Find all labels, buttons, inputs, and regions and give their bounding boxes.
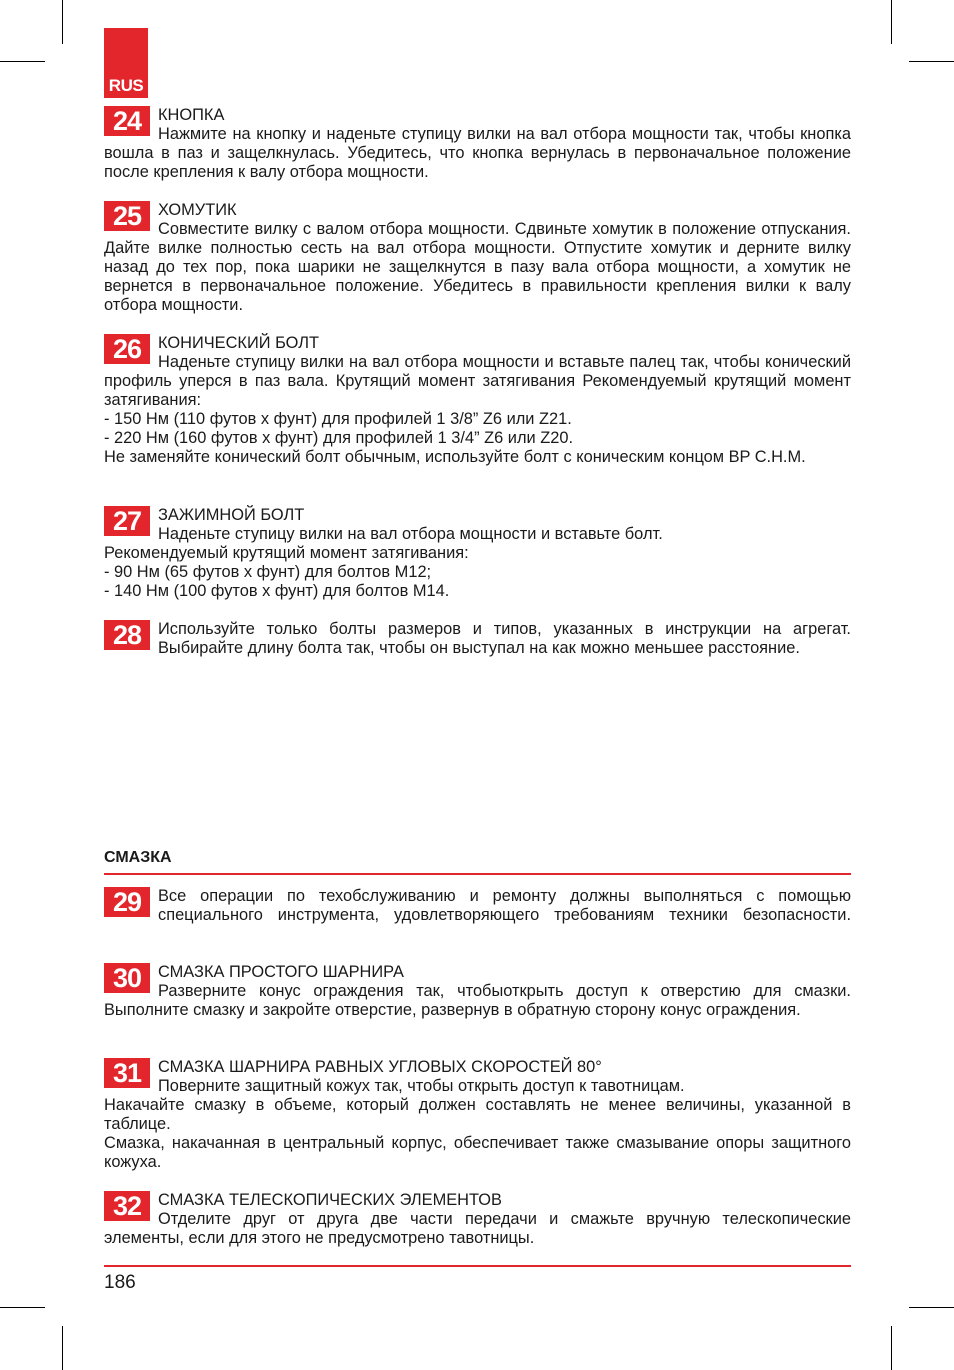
section-title: ХОМУТИК xyxy=(158,201,237,219)
section-paragraph: - 220 Нм (160 футов x фунт) для профилей 1 3/4” Z6 или Z20. xyxy=(104,429,574,447)
section-title: КНОПКА xyxy=(158,106,225,124)
crop-mark xyxy=(909,61,954,62)
section-title: ЗАЖИМНОЙ БОЛТ xyxy=(158,506,305,524)
crop-mark xyxy=(0,61,45,62)
section-paragraph: Поверните защитный кожух так, чтобы открыть доступ к тавотницам. xyxy=(158,1077,685,1095)
section-paragraph: Накачайте смазку в объеме, который должен составлять не менее величины, указанной в таблице. xyxy=(104,1096,851,1133)
section-title: СМАЗКА ТЕЛЕСКОПИЧЕСКИХ ЭЛЕМЕНТОВ xyxy=(158,1191,502,1209)
section-paragraph: Отделите друг от друга две части передачи и смажьте вручную телескопические элементы, если для этого не предусмотрено тавотницы. xyxy=(104,1210,851,1247)
section-30 xyxy=(104,963,851,1020)
section-25 xyxy=(104,201,851,315)
section-24 xyxy=(104,106,851,182)
section-paragraph: Используйте только болты размеров и типов, указанных в инструкции на агрегат. Выбирайте длину болта так, чтобы он выступал на как можно меньшее расстояние. xyxy=(158,620,851,657)
crop-mark xyxy=(62,0,63,44)
section-paragraph: - 90 Нм (65 футов x фунт) для болтов M12; xyxy=(104,563,432,581)
section-paragraph: Наденьте ступицу вилки на вал отбора мощности и вставьте палец так, чтобы конический профиль уперся в паз вала. Крутящий момент затягивания Рекомендуемый крутящий момент затягивания: xyxy=(104,353,851,409)
crop-mark xyxy=(891,1326,892,1370)
section-26 xyxy=(104,334,851,467)
footer-divider xyxy=(104,1265,851,1267)
section-paragraph: Разверните конус ограждения так, чтобыоткрыть доступ к отверстию для смазки. Выполните смазку и закройте отверстие, развернув в обратную сторону конус ограждения. xyxy=(104,982,851,1019)
step-number-badge: 24 xyxy=(104,106,150,136)
section-29 xyxy=(104,887,851,925)
step-number-badge: 32 xyxy=(104,1191,150,1221)
section-paragraph: Нажмите на кнопку и наденьте ступицу вилки на вал отбора мощности так, чтобы кнопка вошла в паз и защелкнулась. Убедитесь, что кнопка вернулась в первоначальное положение после крепления к валу отбора мощности. xyxy=(104,125,851,181)
section-paragraph: Совместите вилку с валом отбора мощности. Сдвиньте хомутик в положение отпускания. Дайте вилке полностью сесть на вал отбора мощности. Отпустите хомутик и дерните вилку назад до тех пор, пока шарики не защелкнутся в пазу вала отбора мощности, а хомутик не вернется в первоначальное положение. Убедитесь в правильности крепления вилки к валу отбора мощности. xyxy=(104,220,851,314)
step-number-badge: 31 xyxy=(104,1058,150,1088)
section-title: СМАЗКА ШАРНИРА РАВНЫХ УГЛОВЫХ СКОРОСТЕЙ 80° xyxy=(158,1058,602,1076)
section-paragraph: Наденьте ступицу вилки на вал отбора мощности и вставьте болт. xyxy=(158,525,663,543)
section-paragraph: Не заменяйте конический болт обычным, используйте болт с коническим концом BP C.H.M. xyxy=(104,448,806,466)
step-number-badge: 28 xyxy=(104,620,150,650)
section-paragraph: Смазка, накачанная в центральный корпус, обеспечивает также смазывание опоры защитного кожуха. xyxy=(104,1134,851,1171)
section-title: КОНИЧЕСКИЙ БОЛТ xyxy=(158,334,319,352)
lubrication-heading: СМАЗКА xyxy=(104,849,172,866)
section-paragraph: Рекомендуемый крутящий момент затягивания: xyxy=(104,544,469,562)
step-number-badge: 30 xyxy=(104,963,150,993)
section-28 xyxy=(104,620,851,658)
crop-mark xyxy=(0,1307,45,1308)
section-31 xyxy=(104,1058,851,1172)
step-number-badge: 25 xyxy=(104,201,150,231)
heading-divider xyxy=(104,873,851,875)
crop-mark xyxy=(891,0,892,44)
language-tab xyxy=(104,28,148,98)
section-27 xyxy=(104,506,851,601)
page-number: 186 xyxy=(104,1272,136,1293)
section-32 xyxy=(104,1191,851,1248)
step-number-badge: 27 xyxy=(104,506,150,536)
section-title: СМАЗКА ПРОСТОГО ШАРНИРА xyxy=(158,963,404,981)
crop-mark xyxy=(62,1326,63,1370)
step-number-badge: 29 xyxy=(104,887,150,917)
section-paragraph: Все операции по техобслуживанию и ремонту должны выполняться с помощью специального инструмента, удовлетворяющего требованиям техники безопасности. xyxy=(158,887,851,924)
section-paragraph: - 140 Нм (100 футов x фунт) для болтов M14. xyxy=(104,582,450,600)
section-paragraph: - 150 Нм (110 футов x фунт) для профилей 1 3/8” Z6 или Z21. xyxy=(104,410,572,428)
step-number-badge: 26 xyxy=(104,334,150,364)
crop-mark xyxy=(909,1307,954,1308)
language-label: RUS xyxy=(108,76,144,95)
